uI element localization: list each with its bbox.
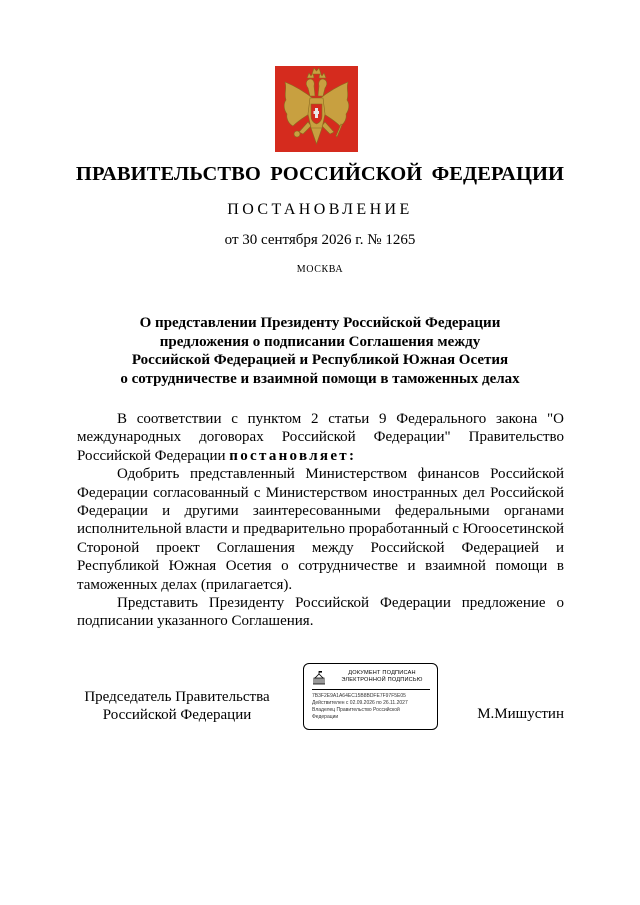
document-city: МОСКВА (296, 264, 344, 275)
government-title: ПРАВИТЕЛЬСТВО РОССИЙСКОЙ ФЕДЕРАЦИИ (75, 163, 565, 185)
body-paragraph (77, 410, 564, 465)
document-date-number: от 30 сентября 2026 г. № 1265 (224, 232, 416, 248)
document-body (77, 410, 564, 631)
position-line: Российской Федерации (102, 707, 252, 724)
signatory-name: М.Мишустин (477, 706, 564, 722)
coat-of-arms-icon (275, 66, 358, 152)
stamp-header (332, 670, 432, 684)
subject-line: Российской Федерацией и Республикой Южная Осетия (131, 352, 509, 368)
government-building-icon (310, 669, 328, 687)
subject-line: о сотрудничестве и взаимной помощи в таможенных делах (120, 370, 520, 387)
document-subject (0, 314, 640, 388)
position-line: Председатель Правительства (84, 689, 270, 705)
body-paragraph: Представить Президенту Российской Федерации предложение о подписании указанного Соглашения. (77, 595, 564, 630)
stamp-certificate: 7B3F2E9A1A64EC15B8BDFE7F97F5E05 (312, 693, 406, 699)
signatory-position (77, 688, 277, 725)
body-paragraph: Одобрить представленный Министерством финансов Российской Федерации согласованный с Министерством иностранных дел Российской Федерации и другими заинтересованными федеральными органами исполнительной власти и предварительно проработанный с Югоосетинской Стороной проект Соглашения между Российской Федерацией и Республикой Южная Осетия о сотрудничестве и взаимной помощи в таможенных делах (прилагается). (77, 466, 564, 593)
document-type: ПОСТАНОВЛЕНИЕ (227, 201, 413, 218)
decree-word: постановляет: (229, 447, 357, 464)
stamp-divider (312, 689, 430, 690)
stamp-validity: Действителен с 02.09.2026 по 26.11.2027 (312, 700, 408, 706)
stamp-details (312, 693, 436, 721)
stamp-owner: Владелец Правительство Российской (312, 707, 400, 713)
paragraph-text: В соответствии с пунктом 2 статьи 9 Федерального закона "О международных договорах Российской Федерации" Правительство Российской Федерации (77, 411, 564, 464)
subject-line: О представлении Президенту Российской Федерации (139, 315, 501, 331)
stamp-header-line: ДОКУМЕНТ ПОДПИСАН (348, 670, 416, 676)
subject-line: предложения о подписании Соглашения между (159, 333, 481, 350)
stamp-header-line: ЭЛЕКТРОННОЙ ПОДПИСЬЮ (341, 677, 423, 683)
stamp-owner: Федерации (312, 714, 339, 720)
electronic-signature-stamp (303, 663, 438, 730)
